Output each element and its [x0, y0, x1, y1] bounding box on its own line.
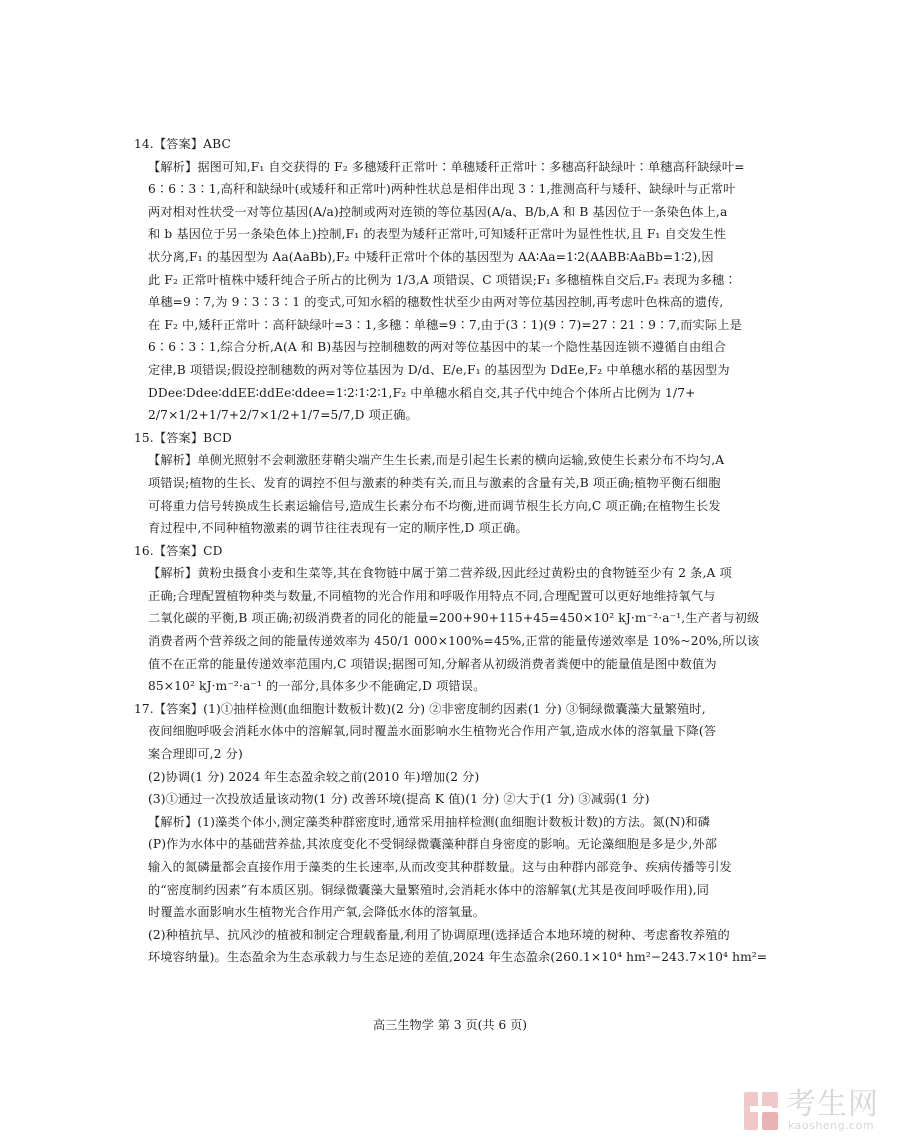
answer-14: 14.【答案】ABC — [134, 137, 231, 151]
analysis-14-line: DDee∶Ddee∶ddEE∶ddEe∶ddee=1∶2∶1∶2∶1,F₂ 中单穗水稻自交,其子代中纯合个体所占比例为 1/7+ — [148, 385, 696, 400]
watermark-domain: kaosheng.com — [788, 1119, 875, 1132]
analysis-16-line: 值不在正常的能量传递效率范围内,C 项错误;据图可知,分解者从初级消费者粪便中的能量值是图中数值为 — [148, 656, 717, 671]
analysis-15-line: 项错误;植物的生长、发育的调控不但与激素的种类有关,而且与激素的含量有关,B 项正确;植物平衡石细胞 — [148, 475, 721, 490]
analysis-16-line: 【解析】黄粉虫摄食小麦和生菜等,其在食物链中属于第二营养级,因此经过黄粉虫的食物链至少有 2 条,A 项 — [148, 566, 732, 581]
answer-17-line: (2)协调(1 分) 2024 年生态盈余较之前(2010 年)增加(2 分) — [148, 769, 480, 784]
analysis-17-line: (P)作为水体中的基础营养盐,其浓度变化不受铜绿微囊藻种群自身密度的影响。无论藻细胞是多是少,外部 — [148, 837, 718, 852]
analysis-17-line: 的“密度制约因素”有本质区别。铜绿微囊藻大量繁殖时,会消耗水体中的溶解氧(尤其是夜间呼吸作用),同 — [148, 882, 710, 897]
answer-17-line: 案合理即可,2 分) — [148, 747, 243, 762]
answer-17-line: 夜间细胞呼吸会消耗水体中的溶解氧,同时覆盖水面影响水生植物光合作用产氧,造成水体的溶氧量下降(答 — [148, 724, 717, 739]
document-body — [134, 133, 766, 969]
analysis-17-line: 【解析】(1)藻类个体小,测定藻类种群密度时,通常采用抽样检测(血细胞计数板计数)的方法。氮(N)和磷 — [148, 814, 711, 829]
analysis-17-line: 输入的氮磷量都会直接作用于藻类的生长速率,从而改变其种群数量。这与由种群内部竞争、疾病传播等引发 — [148, 860, 732, 874]
analysis-14-line: 状分离,F₁ 的基因型为 Aa(AaBb),F₂ 中矮秆正常叶个体的基因型为 AA∶Aa=1∶2(AABB∶AaBb=1∶2),因 — [148, 249, 714, 264]
analysis-15-line: 【解析】单侧光照射不会刺激胚芽鞘尖端产生生长素,而是引起生长素的横向运输,致使生长素分布不均匀,A — [148, 453, 725, 468]
analysis-16-line: 85×10² kJ·m⁻²·a⁻¹ 的一部分,具体多少不能确定,D 项错误。 — [148, 679, 486, 694]
analysis-14-line: 单穗=9∶7,为 9∶3∶3∶1 的变式,可知水稻的穗数性状至少由两对等位基因控制,再考虑叶色株高的遗传, — [148, 295, 724, 310]
analysis-15-line: 可将重力信号转换成生长素运输信号,造成生长素分布不均衡,进而调节根生长方向,C 项正确;在植物生长发 — [148, 498, 721, 513]
answer-17-line: (3)①通过一次投放适量该动物(1 分) 改善环境(提高 K 值)(1 分) ②大于(1 分) ③减弱(1 分) — [148, 792, 650, 807]
answer-15: 15.【答案】BCD — [134, 430, 232, 445]
analysis-14-line: 和 b 基因位于另一条染色体上)控制,F₁ 的表型为矮秆正常叶,可知矮秆正常叶为显性性状,且 F₁ 自交发生性 — [148, 227, 727, 242]
answer-17-line: 17.【答案】(1)①抽样检测(血细胞计数板计数)(2 分) ②非密度制约因素(1 分) ③铜绿微囊藻大量繁殖时, — [134, 701, 706, 716]
kaosheng-logo-icon — [740, 1088, 782, 1134]
analysis-17-line: (2)种植抗旱、抗风沙的植被和制定合理载畜量,利用了协调原理(选择适合本地环境的树种、考虑畜牧养殖的 — [148, 927, 730, 942]
question-16 — [134, 540, 766, 698]
analysis-17-line: 时覆盖水面影响水生植物光合作用产氧,会降低水体的溶氧量。 — [148, 905, 486, 920]
analysis-16-line: 正确;合理配置植物种类与数量,不同植物的光合作用和呼吸作用特点不同,合理配置可以更好地维持氧气与 — [148, 588, 716, 603]
analysis-15-line: 育过程中,不同种植物激素的调节往往表现有一定的顺序性,D 项正确。 — [148, 521, 528, 536]
analysis-14-line: 两对相对性状受一对等位基因(A/a)控制或两对连锁的等位基因(A/a、B/b,A 和 B 基因位于一条染色体上,a — [148, 204, 728, 219]
analysis-16-line: 消费者两个营养级之间的能量传递效率为 450/1 000×100%=45%,正常的能量传递效率是 10%~20%,所以该 — [148, 634, 760, 649]
watermark-logo — [740, 1088, 890, 1136]
question-15 — [134, 427, 766, 540]
question-17 — [134, 698, 766, 969]
question-14 — [134, 133, 766, 427]
page-footer: 高三生物学 第 3 页(共 6 页) — [372, 1018, 528, 1032]
analysis-14-line: 6∶6∶3∶1,综合分析,A(A 和 B)基因与控制穗数的两对等位基因中的某一个隐性基因连锁不遵循自由组合 — [148, 340, 727, 355]
analysis-14-line: 定律,B 项错误;假设控制穗数的两对等位基因为 D/d、E/e,F₁ 的基因型为 DdEe,F₂ 中单穗水稻的基因型为 — [148, 362, 730, 377]
analysis-14-line: 此 F₂ 正常叶植株中矮秆纯合子所占的比例为 1/3,A 项错误、C 项错误;F₁ 多穗植株自交后,F₂ 表现为多穗∶ — [148, 272, 737, 287]
analysis-14-line: 2/7×1/2+1/7+2/7×1/2+1/7=5/7,D 项正确。 — [148, 408, 418, 423]
analysis-16-line: 二氧化碳的平衡,B 项正确;初级消费者的同化的能量=200+90+115+45=450×10² kJ·m⁻²·a⁻¹,生产者与初级 — [148, 611, 760, 626]
watermark-name: 考生网 — [786, 1087, 879, 1122]
analysis-17-line: 环境容纳量)。生态盈余为生态承载力与生态足迹的差值,2024 年生态盈余(260.1×10⁴ hm²−243.7×10⁴ hm²= — [148, 950, 768, 965]
analysis-14-line: 【解析】据图可知,F₁ 自交获得的 F₂ 多穗矮秆正常叶∶单穗矮秆正常叶∶多穗高秆缺绿叶∶单穗高秆缺绿叶= — [148, 159, 745, 174]
analysis-14-line: 在 F₂ 中,矮秆正常叶∶高秆缺绿叶=3∶1,多穗∶单穗=9∶7,由于(3∶1)(9∶7)=27∶21∶9∶7,而实际上是 — [148, 317, 742, 332]
answer-16: 16.【答案】CD — [134, 543, 223, 558]
analysis-14-line: 6∶6∶3∶1,高秆和缺绿叶(或矮秆和正常叶)两种性状总是相伴出现 3∶1,推测高秆与矮秆、缺绿叶与正常叶 — [148, 182, 736, 197]
